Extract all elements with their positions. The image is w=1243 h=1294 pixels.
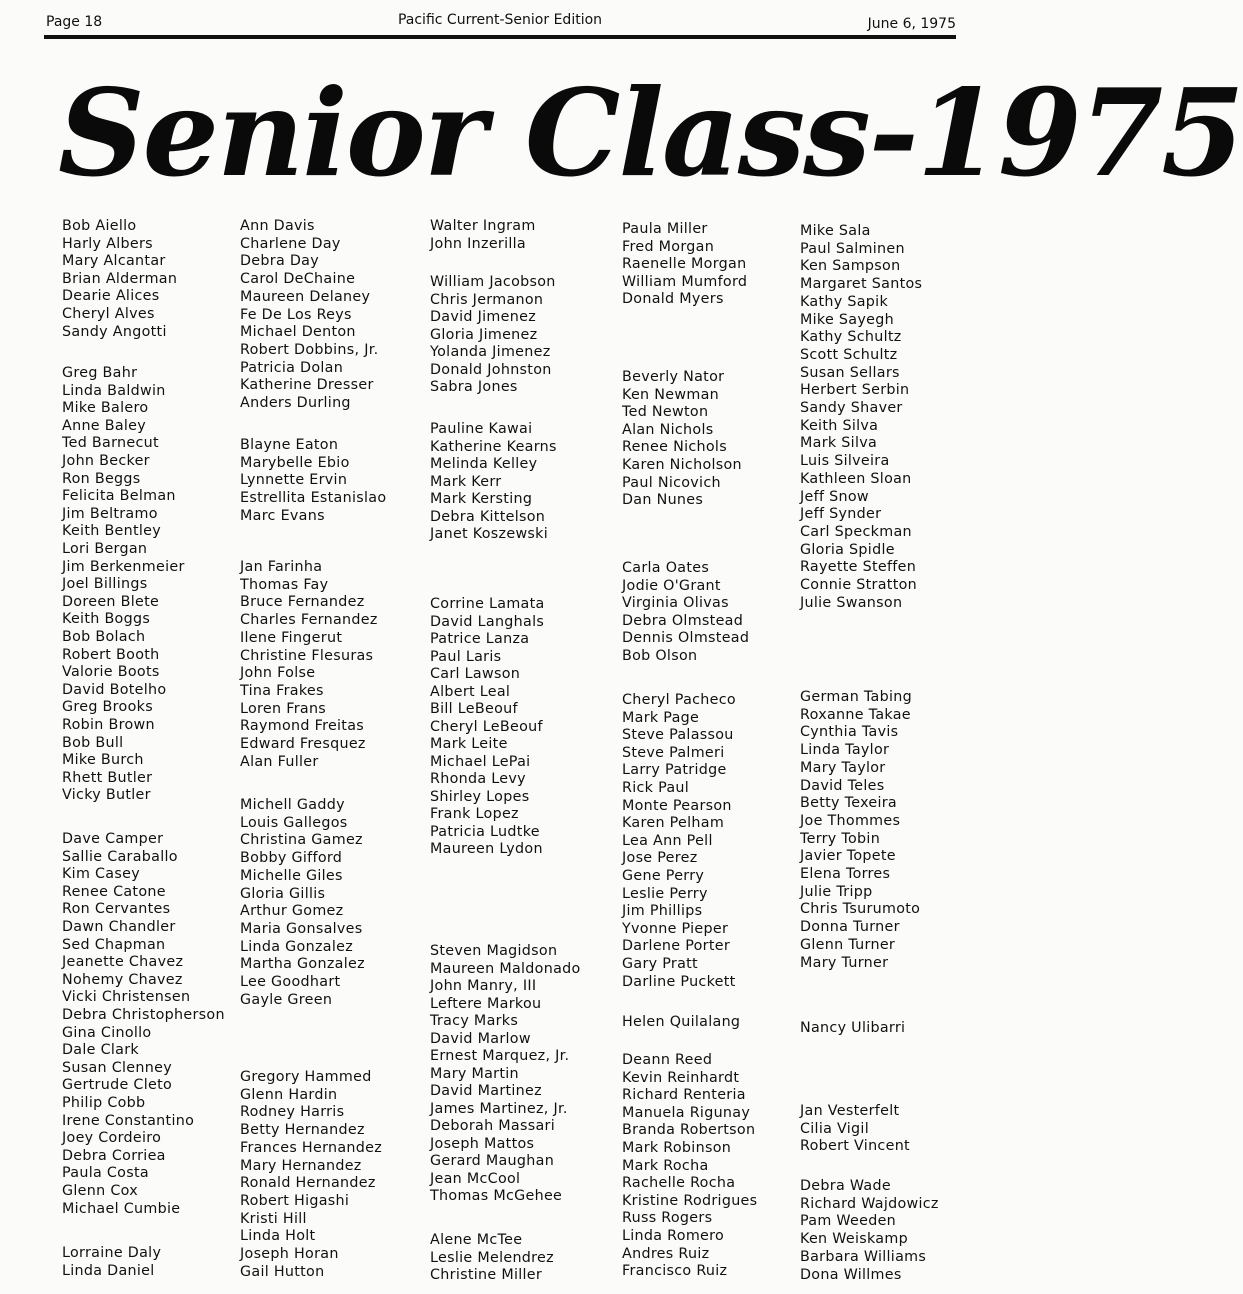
student-name: Deborah Massari: [430, 1118, 555, 1134]
student-name: Robert Booth: [62, 646, 160, 663]
student-name: Lori Bergan: [62, 541, 148, 557]
student-name: Darlene Porter: [622, 938, 731, 955]
student-name: Alan Fuller: [240, 753, 319, 770]
student-name: Jose Perez: [622, 850, 698, 867]
student-name: Ronald Hernandez: [240, 1175, 376, 1192]
student-name: Mark Leite: [430, 736, 508, 752]
student-name: Albert Leal: [430, 683, 511, 700]
student-name: Deann Reed: [622, 1052, 713, 1068]
student-name: Nohemy Chavez: [62, 971, 183, 988]
student-name: Betty Texeira: [800, 795, 897, 812]
student-name: Gertrude Cleto: [62, 1077, 173, 1094]
student-name: Gregory Hammed: [240, 1069, 372, 1085]
student-name: Jean McCool: [430, 1170, 521, 1187]
student-name: Mary Turner: [800, 954, 889, 971]
student-name: Michael Cumbie: [62, 1200, 181, 1217]
student-name: Donna Turner: [800, 919, 900, 936]
student-name: Ilene Fingerut: [240, 629, 343, 646]
student-name: Betty Hernandez: [240, 1122, 365, 1139]
student-name: Steve Palmeri: [622, 744, 725, 761]
student-name: Louis Gallegos: [240, 814, 348, 831]
student-name: Mike Balero: [62, 400, 149, 417]
student-name: Maria Gonsalves: [240, 920, 363, 937]
student-name: Nancy Ulibarri: [800, 1020, 906, 1036]
student-name: John Manry, III: [430, 978, 537, 994]
student-name: Raymond Freitas: [240, 718, 365, 735]
student-name: Rick Paul: [622, 780, 690, 796]
student-name: Rhonda Levy: [430, 771, 526, 787]
student-name: Brian Alderman: [62, 270, 178, 287]
student-name: Gloria Spidle: [800, 541, 895, 558]
student-name: Kathleen Sloan: [800, 470, 912, 487]
student-name: Margaret Santos: [800, 276, 923, 293]
student-name: Katherine Dresser: [240, 377, 374, 394]
student-name: Renee Catone: [62, 883, 166, 900]
student-name: Sallie Caraballo: [62, 848, 178, 865]
student-name: Larry Patridge: [622, 762, 727, 779]
student-name: Joseph Mattos: [430, 1135, 535, 1152]
publication-name: Pacific Current-Senior Edition: [397, 12, 603, 28]
student-name: Jim Phillips: [622, 903, 703, 920]
student-name: Debra Wade: [800, 1178, 891, 1194]
student-name: Renee Nichols: [622, 439, 727, 456]
student-name: Anders Durling: [240, 395, 351, 411]
student-name: Julie Swanson: [800, 594, 903, 611]
student-name: Joey Cordeiro: [62, 1130, 162, 1147]
header-rule: [44, 35, 956, 39]
student-name: Francisco Ruiz: [622, 1263, 728, 1280]
student-name: Patricia Ludtke: [430, 823, 540, 840]
student-name: Linda Daniel: [62, 1262, 155, 1279]
student-name: William Mumford: [622, 273, 748, 290]
student-name: Robert Higashi: [240, 1192, 350, 1209]
student-name: Richard Renteria: [622, 1087, 746, 1104]
student-name: Greg Brooks: [62, 699, 153, 716]
student-name: Karen Pelham: [622, 815, 725, 832]
student-name: Dawn Chandler: [62, 919, 176, 935]
student-name: Jeanette Chavez: [62, 954, 184, 971]
student-name: Bob Olson: [622, 648, 698, 664]
student-name: Darline Puckett: [622, 973, 736, 990]
student-name: Raenelle Morgan: [622, 256, 747, 273]
student-name: Linda Gonzalez: [240, 938, 354, 955]
student-name: Dale Clark: [62, 1042, 139, 1059]
student-name: Melinda Kelley: [430, 456, 538, 472]
student-name: Patricia Dolan: [240, 359, 344, 376]
student-name: Fe De Los Reys: [240, 306, 352, 323]
student-name: Arthur Gomez: [240, 903, 344, 920]
student-name: Terry Tobin: [800, 830, 881, 847]
student-name: Scott Schultz: [800, 346, 898, 363]
student-name: Michael LePai: [430, 753, 531, 770]
student-name: Doreen Blete: [62, 593, 160, 610]
student-name: Keith Boggs: [62, 611, 151, 628]
student-name: Helen Quilalang: [622, 1014, 741, 1030]
student-name: John Becker: [62, 453, 150, 469]
student-name: Virginia Olivas: [622, 595, 729, 612]
student-name: Dave Camper: [62, 831, 164, 847]
student-name: Rayette Steffen: [800, 559, 917, 576]
student-name: Rodney Harris: [240, 1104, 345, 1121]
student-name: Bob Bull: [62, 734, 124, 751]
student-name: Michell Gaddy: [240, 797, 345, 813]
student-name: Steve Palassou: [622, 727, 734, 744]
student-name: Russ Rogers: [622, 1210, 713, 1227]
student-name: Karen Nicholson: [622, 457, 742, 473]
student-name: Glenn Hardin: [240, 1086, 338, 1103]
student-name: Kathy Schultz: [800, 329, 902, 346]
student-name: Robert Dobbins, Jr.: [240, 341, 379, 358]
student-name: Richard Wajdowicz: [800, 1195, 939, 1212]
student-name: Paul Salminen: [800, 240, 905, 257]
student-name: Elena Torres: [800, 866, 891, 882]
student-name: James Martinez, Jr.: [430, 1100, 568, 1117]
student-name: German Tabing: [800, 689, 913, 705]
student-name: Luis Silveira: [800, 453, 890, 470]
student-name: Mark Kerr: [430, 473, 502, 490]
student-name: Kristi Hill: [240, 1210, 307, 1227]
student-name: Philip Cobb: [62, 1095, 146, 1111]
student-name: Vicky Butler: [62, 787, 151, 804]
student-name: Keith Bentley: [62, 523, 162, 540]
student-name: Mark Kersting: [430, 491, 533, 507]
student-name: Lorraine Daly: [62, 1245, 162, 1261]
student-name: Robin Brown: [62, 717, 155, 733]
page-number: Page 18: [46, 14, 103, 30]
student-name: Chris Tsurumoto: [800, 901, 921, 918]
student-name: Marc Evans: [240, 507, 325, 524]
student-name: Maureen Lydon: [430, 841, 543, 857]
student-name: Jeff Synder: [800, 506, 882, 523]
student-name: David Botelho: [62, 681, 167, 698]
student-name: Sandy Shaver: [800, 400, 903, 416]
student-name: Debra Corriea: [62, 1147, 166, 1164]
student-name: Estrellita Estanislao: [240, 490, 387, 507]
student-name: Paula Costa: [62, 1165, 149, 1182]
student-name: Harly Albers: [62, 235, 153, 252]
student-name: Carl Lawson: [430, 666, 521, 682]
student-name: Ken Sampson: [800, 258, 901, 275]
student-name: Paula Miller: [622, 221, 708, 237]
student-name: Thomas Fay: [240, 576, 329, 593]
student-name: Debra Day: [240, 253, 319, 270]
student-name: Dearie Alices: [62, 288, 160, 305]
student-name: Mary Martin: [430, 1065, 519, 1082]
student-name: Leftere Markou: [430, 995, 542, 1012]
student-name: Ted Barnecut: [62, 435, 159, 452]
page-title: Senior Class-1975: [58, 63, 1243, 204]
student-name: Branda Robertson: [622, 1122, 756, 1139]
student-name: Mike Sala: [800, 223, 871, 239]
student-name: Carol DeChaine: [240, 271, 356, 288]
student-name: David Langhals: [430, 613, 545, 630]
student-name: Jodie O'Grant: [622, 577, 721, 594]
student-name: Pam Weeden: [800, 1213, 897, 1230]
student-name: Gayle Green: [240, 991, 333, 1008]
student-name: Katherine Kearns: [430, 438, 557, 455]
student-name: Loren Frans: [240, 700, 327, 717]
student-name: Cheryl Pacheco: [622, 692, 736, 708]
student-name: Beverly Nator: [622, 369, 725, 385]
student-name: Irene Constantino: [62, 1112, 195, 1129]
student-name: Valorie Boots: [62, 664, 160, 681]
student-name: Bruce Fernandez: [240, 594, 365, 611]
student-name: Bobby Gifford: [240, 850, 343, 867]
student-name: Glenn Cox: [62, 1183, 138, 1199]
student-name: Marybelle Ebio: [240, 454, 350, 471]
student-name: Lee Goodhart: [240, 974, 341, 990]
student-name: Rhett Butler: [62, 769, 153, 786]
student-name: Bill LeBeouf: [430, 701, 518, 717]
student-name: Mark Rocha: [622, 1157, 709, 1174]
student-name: Lynnette Ervin: [240, 472, 348, 489]
student-name: Ernest Marquez, Jr.: [430, 1048, 570, 1064]
student-name: John Inzerilla: [430, 235, 526, 252]
student-name: Herbert Serbin: [800, 382, 910, 399]
student-name: Mary Alcantar: [62, 253, 166, 270]
page-header: [44, 8, 956, 36]
student-name: Leslie Melendrez: [430, 1249, 554, 1266]
student-name: Kathy Sapik: [800, 293, 889, 310]
student-name: Joseph Horan: [240, 1246, 339, 1262]
student-name: Leslie Perry: [622, 885, 708, 902]
student-name: Dona Willmes: [800, 1266, 902, 1283]
student-name: Jeff Snow: [800, 488, 869, 505]
student-name: Anne Baley: [62, 417, 147, 434]
student-name: Linda Romero: [622, 1228, 725, 1244]
student-name: Roxanne Takae: [800, 706, 911, 723]
student-name: Yvonne Pieper: [622, 920, 729, 937]
student-name: Joel Billings: [62, 576, 148, 593]
student-name: Jan Farinha: [240, 559, 323, 575]
student-name: Mark Silva: [800, 435, 878, 452]
student-name: Cilia Vigil: [800, 1120, 869, 1137]
student-name: Monte Pearson: [622, 797, 732, 814]
issue-date: June 6, 1975: [867, 16, 956, 32]
student-name: Thomas McGehee: [430, 1188, 563, 1204]
student-name: Charlene Day: [240, 235, 341, 252]
student-name: Connie Stratton: [800, 577, 918, 593]
student-name: Gloria Gillis: [240, 885, 326, 902]
student-name: Manuela Rigunay: [622, 1104, 751, 1121]
student-name: Gerard Maughan: [430, 1153, 555, 1169]
student-name: Sed Chapman: [62, 936, 166, 953]
student-name: Steven Magidson: [430, 943, 558, 959]
student-name: John Folse: [240, 665, 316, 682]
student-name: Walter Ingram: [430, 218, 536, 234]
student-name: Michael Denton: [240, 324, 356, 341]
student-name: Greg Bahr: [62, 365, 138, 381]
student-name: Debra Olmstead: [622, 612, 744, 629]
student-name: Yolanda Jimenez: [430, 344, 551, 360]
student-name: Ann Davis: [240, 218, 315, 234]
student-name: Alene McTee: [430, 1232, 523, 1248]
student-name: Mark Page: [622, 709, 700, 726]
student-name: Ken Newman: [622, 386, 719, 403]
student-name: Chris Jermanon: [430, 291, 544, 308]
student-name: Christine Flesuras: [240, 647, 374, 664]
student-name: Corrine Lamata: [430, 596, 545, 612]
student-name: William Jacobson: [430, 274, 556, 290]
student-name: Michelle Giles: [240, 867, 343, 884]
student-name: Robert Vincent: [800, 1138, 910, 1155]
student-name: Shirley Lopes: [430, 788, 530, 805]
student-name: Gene Perry: [622, 868, 705, 884]
student-name: Frances Hernandez: [240, 1139, 383, 1156]
student-name: Linda Baldwin: [62, 382, 166, 399]
student-name: Lea Ann Pell: [622, 832, 713, 849]
student-name: Jan Vesterfelt: [800, 1103, 900, 1119]
student-name: David Teles: [800, 777, 885, 794]
student-name: David Marlow: [430, 1030, 531, 1047]
student-name: Mary Hernandez: [240, 1157, 362, 1174]
student-name: Donald Myers: [622, 291, 724, 308]
student-name: Fred Morgan: [622, 238, 715, 255]
student-name: Charles Fernandez: [240, 612, 378, 629]
student-name: Mike Burch: [62, 752, 144, 769]
student-name: Ted Newton: [622, 404, 709, 421]
student-name: Bob Aiello: [62, 218, 137, 234]
student-name: Javier Topete: [800, 848, 896, 865]
student-name: Tracy Marks: [430, 1013, 519, 1029]
student-name: Christine Miller: [430, 1267, 543, 1283]
student-name: Barbara Williams: [800, 1248, 927, 1265]
student-name: Cheryl LeBeouf: [430, 718, 543, 735]
student-name: Keith Silva: [800, 417, 879, 434]
student-name: Gloria Jimenez: [430, 326, 538, 343]
student-name: Dennis Olmstead: [622, 630, 750, 647]
student-name: Cheryl Alves: [62, 306, 155, 322]
student-name: David Martinez: [430, 1083, 542, 1099]
student-name: Gary Pratt: [622, 956, 698, 972]
student-name: Gail Hutton: [240, 1263, 325, 1280]
student-name: Rachelle Rocha: [622, 1175, 736, 1192]
student-name: Janet Koszewski: [430, 526, 549, 542]
student-name: Dan Nunes: [622, 492, 704, 509]
student-name: Sandy Angotti: [62, 323, 167, 340]
student-name: David Jimenez: [430, 309, 536, 325]
student-name: Kim Casey: [62, 866, 140, 883]
student-name: Martha Gonzalez: [240, 956, 365, 973]
student-name: Bob Bolach: [62, 629, 146, 645]
student-name: Carl Speckman: [800, 523, 912, 540]
student-name: Kristine Rodrigues: [622, 1192, 758, 1209]
student-name: Felicita Belman: [62, 488, 176, 505]
student-name: Jim Beltramo: [62, 505, 158, 522]
student-name: Gina Cinollo: [62, 1024, 152, 1041]
student-name: Mike Sayegh: [800, 311, 894, 328]
student-name: Tina Frakes: [240, 682, 324, 699]
student-name: Ken Weiskamp: [800, 1231, 908, 1248]
student-name: Pauline Kawai: [430, 421, 533, 437]
student-name: Susan Sellars: [800, 364, 900, 381]
student-name: Susan Clenney: [62, 1059, 172, 1076]
student-name: Paul Laris: [430, 648, 502, 665]
student-name: Jim Berkenmeier: [62, 558, 185, 575]
student-name: Vicki Christensen: [62, 989, 191, 1006]
student-name: Maureen Maldonado: [430, 960, 581, 977]
student-name: Joe Thommes: [800, 812, 901, 829]
student-name: Christina Gamez: [240, 832, 363, 849]
student-name: Linda Taylor: [800, 742, 890, 759]
student-name: Debra Kittelson: [430, 508, 546, 525]
student-name: Kevin Reinhardt: [622, 1069, 740, 1086]
student-name: Patrice Lanza: [430, 631, 530, 647]
student-name: Ron Cervantes: [62, 901, 171, 918]
student-name: Blayne Eaton: [240, 437, 339, 453]
student-name: Glenn Turner: [800, 936, 896, 953]
student-name: Sabra Jones: [430, 379, 518, 395]
student-name: Frank Lopez: [430, 806, 519, 822]
student-name: Donald Johnston: [430, 361, 552, 378]
student-name: Debra Christopherson: [62, 1007, 225, 1023]
student-name: Mary Taylor: [800, 759, 886, 776]
student-name: Cynthia Tavis: [800, 724, 899, 741]
student-name: Edward Fresquez: [240, 736, 366, 752]
student-name: Andres Ruiz: [622, 1245, 710, 1262]
student-name: Mark Robinson: [622, 1140, 732, 1156]
student-name: Alan Nichols: [622, 421, 714, 438]
student-name: Maureen Delaney: [240, 288, 371, 305]
student-name: Linda Holt: [240, 1228, 316, 1245]
student-name: Carla Oates: [622, 560, 710, 576]
student-name: Ron Beggs: [62, 470, 141, 487]
student-name: Julie Tripp: [800, 883, 873, 900]
student-name: Paul Nicovich: [622, 474, 721, 491]
